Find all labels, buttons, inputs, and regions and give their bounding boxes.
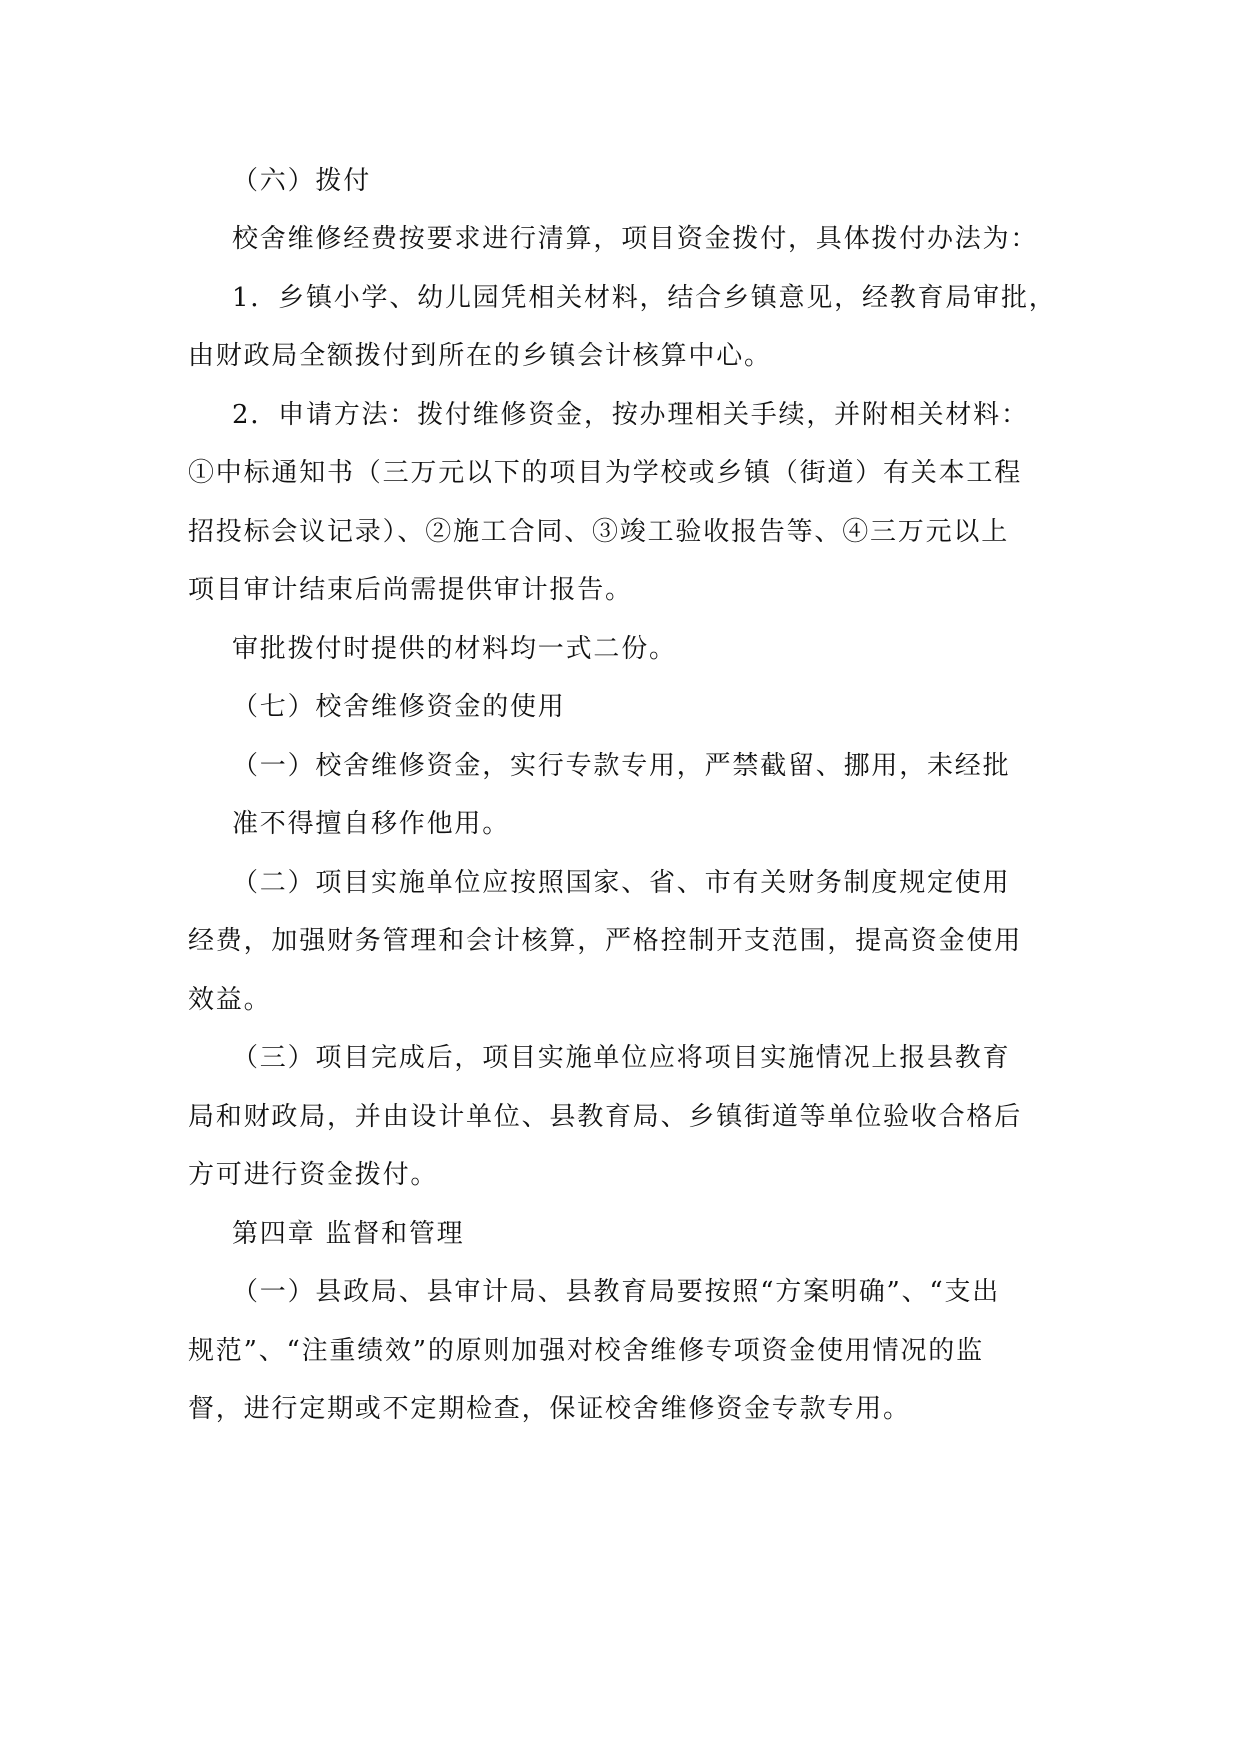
paragraph-line: 局和财政局，并由设计单位、县教育局、乡镇街道等单位验收合格后 xyxy=(188,1102,1023,1132)
paragraph-line: 经费，加强财务管理和会计核算，严格控制开支范围，提高资金使用 xyxy=(188,926,1023,956)
paragraph-line: （二）项目实施单位应按照国家、省、市有关财务制度规定使用 xyxy=(232,868,1011,898)
paragraph-line: 督，进行定期或不定期检查，保证校舍维修资金专款专用。 xyxy=(188,1394,911,1424)
paragraph-line: （一）县政局、县审计局、县教育局要按照“方案明确”、“支出 xyxy=(232,1277,1001,1307)
paragraph-line: 规范”、“注重绩效”的原则加强对校舍维修专项资金使用情况的监 xyxy=(188,1336,984,1366)
paragraph-line: 2．申请方法：拨付维修资金，按办理相关手续，并附相关材料： xyxy=(232,400,1029,430)
paragraph-line: （三）项目完成后，项目实施单位应将项目实施情况上报县教育 xyxy=(232,1043,1011,1073)
paragraph-line: （一）校舍维修资金，实行专款专用，严禁截留、挪用，未经批 xyxy=(232,751,1011,781)
paragraph-line: 效益。 xyxy=(188,985,272,1015)
paragraph-line: 审批拨付时提供的材料均一式二份。 xyxy=(232,634,677,664)
paragraph-line: 招投标会议记录）、②施工合同、③竣工验收报告等、④三万元以上 xyxy=(188,517,1010,547)
section-heading-fund-usage: （七）校舍维修资金的使用 xyxy=(232,692,566,722)
paragraph-line: 项目审计结束后尚需提供审计报告。 xyxy=(188,575,633,605)
paragraph-line: 1．乡镇小学、幼儿园凭相关材料，结合乡镇意见，经教育局审批， xyxy=(232,283,1057,313)
section-heading-disbursement: （六）拨付 xyxy=(232,166,372,196)
paragraph-line: 准不得擅自移作他用。 xyxy=(232,809,511,839)
paragraph-line: 由财政局全额拨付到所在的乡镇会计核算中心。 xyxy=(188,341,772,371)
paragraph-line: ①中标通知书（三万元以下的项目为学校或乡镇（街道）有关本工程 xyxy=(188,458,1023,488)
paragraph-line: 校舍维修经费按要求进行清算，项目资金拨付，具体拨付办法为： xyxy=(232,224,1039,254)
paragraph-line: 方可进行资金拨付。 xyxy=(188,1160,439,1190)
chapter-heading: 第四章 监督和管理 xyxy=(232,1219,465,1249)
